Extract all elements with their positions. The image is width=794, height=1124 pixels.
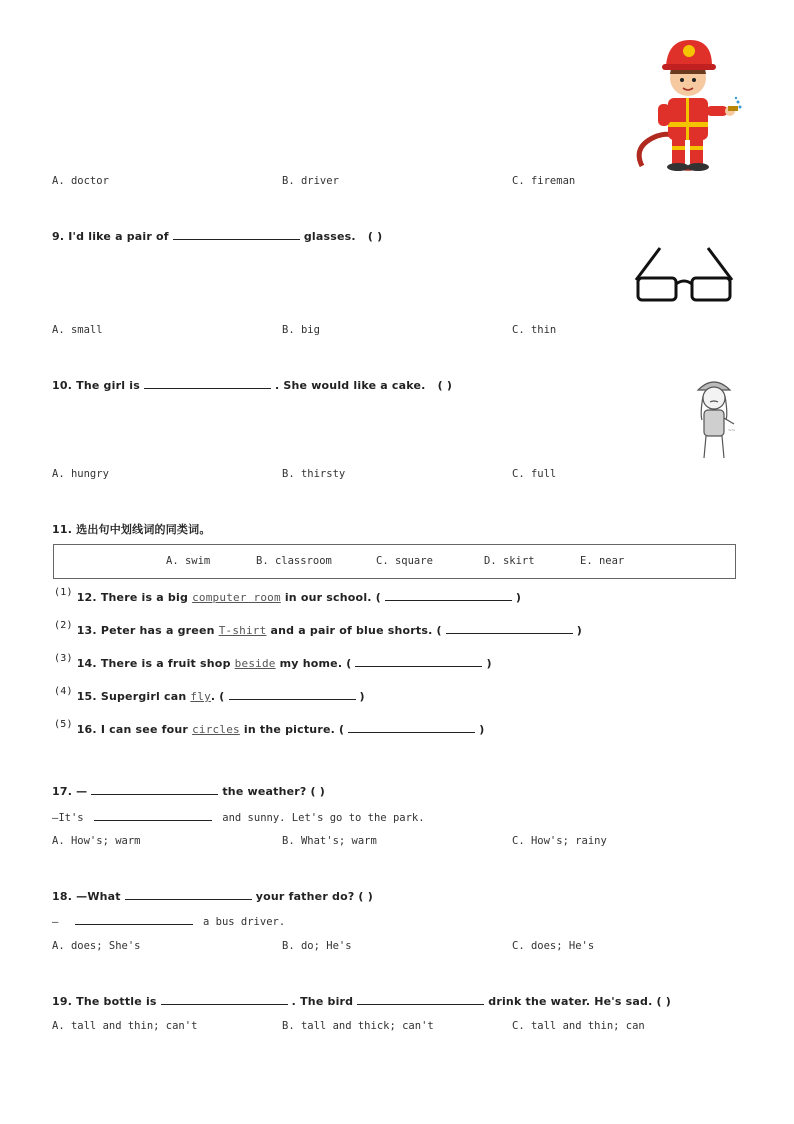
q18-line-2-before: — bbox=[52, 916, 59, 928]
q17-line-1-after: the weather? ( ) bbox=[222, 785, 326, 798]
q11-item-text-after: and a pair of blue shorts. ( bbox=[270, 624, 442, 637]
q9-text-before: I'd like a pair of bbox=[68, 230, 169, 243]
q11-item-1 bbox=[54, 584, 522, 604]
q9-option-c[interactable]: C. thin bbox=[512, 324, 557, 336]
q11-choice-c[interactable]: C. square bbox=[376, 555, 433, 567]
q11-choice-a[interactable]: A. swim bbox=[166, 555, 211, 567]
q11-item-underlined-word: computer room bbox=[192, 591, 281, 604]
q11-item-index: (5) bbox=[54, 719, 73, 730]
q11-item-underlined-word: circles bbox=[192, 723, 240, 736]
q18-option-c[interactable]: C. does; He's bbox=[512, 940, 595, 952]
q9-blank[interactable] bbox=[173, 229, 300, 240]
q17-line-2 bbox=[52, 810, 425, 824]
q18-option-a[interactable]: A. does; She's bbox=[52, 940, 141, 952]
q10-text-after: . She would like a cake. bbox=[274, 379, 426, 392]
q18-line-2 bbox=[52, 914, 285, 928]
q11-item-index: (3) bbox=[54, 653, 73, 664]
q17-option-b[interactable]: B. What's; warm bbox=[282, 835, 377, 847]
q11-item-underlined-word: fly bbox=[190, 690, 211, 703]
q18-line-1 bbox=[52, 889, 373, 903]
q11-title: 11. 选出句中划线词的同类词。 bbox=[52, 523, 211, 536]
q10-option-c[interactable]: C. full bbox=[512, 468, 557, 480]
q8-option-c[interactable]: C. fireman bbox=[512, 175, 576, 187]
q18-blank-2[interactable] bbox=[75, 914, 193, 925]
q17-blank-1[interactable] bbox=[91, 784, 218, 795]
q17-line-2-after: and sunny. Let's go to the park. bbox=[222, 812, 425, 824]
q11-item-text-before: 12. There is a big bbox=[76, 591, 189, 604]
q10-text-before: The girl is bbox=[76, 379, 140, 392]
q10-blank[interactable] bbox=[144, 378, 271, 389]
q11-item-5 bbox=[54, 716, 485, 736]
q11-item-blank[interactable] bbox=[229, 689, 356, 700]
q8-option-b[interactable]: B. driver bbox=[282, 175, 339, 187]
q11-item-text-after: in the picture. ( bbox=[243, 723, 345, 736]
q18-option-b[interactable]: B. do; He's bbox=[282, 940, 352, 952]
q19-option-b[interactable]: B. tall and thick; can't bbox=[282, 1020, 434, 1032]
q11-item-text-before: 15. Supergirl can bbox=[76, 690, 187, 703]
q11-item-4 bbox=[54, 683, 365, 703]
q11-item-blank[interactable] bbox=[355, 656, 482, 667]
q11-item-close: ) bbox=[576, 624, 582, 637]
q11-item-text-before: 16. I can see four bbox=[76, 723, 189, 736]
q9-text-after: glasses. bbox=[303, 230, 356, 243]
q19-text-after: drink the water. He's sad. ( ) bbox=[488, 995, 671, 1008]
q17-blank-2[interactable] bbox=[94, 810, 212, 821]
q11-choice-b[interactable]: B. classroom bbox=[256, 555, 332, 567]
q11-item-index: (4) bbox=[54, 686, 73, 697]
q11-item-index: (1) bbox=[54, 587, 73, 598]
q18-line-1-before: 18. —What bbox=[52, 890, 121, 903]
q10-paren[interactable]: ( ) bbox=[437, 379, 453, 392]
q11-item-2 bbox=[54, 617, 582, 637]
q10-number: 10. bbox=[52, 379, 73, 392]
q17-line-1 bbox=[52, 784, 325, 798]
q11-item-text-after: in our school. ( bbox=[284, 591, 381, 604]
q19-stem bbox=[52, 994, 671, 1008]
q19-option-c[interactable]: C. tall and thin; can bbox=[512, 1020, 645, 1032]
q11-item-index: (2) bbox=[54, 620, 73, 631]
q8-option-a[interactable]: A. doctor bbox=[52, 175, 109, 187]
q10-stem bbox=[52, 378, 452, 392]
q9-number: 9. bbox=[52, 230, 65, 243]
q11-item-underlined-word: beside bbox=[234, 657, 276, 670]
q11-item-underlined-word: T-shirt bbox=[218, 624, 267, 637]
q11-choice-box bbox=[53, 544, 736, 579]
q19-blank-2[interactable] bbox=[357, 994, 484, 1005]
glasses-image bbox=[632, 244, 736, 306]
q18-blank-1[interactable] bbox=[125, 889, 252, 900]
q17-option-c[interactable]: C. How's; rainy bbox=[512, 835, 607, 847]
q9-option-b[interactable]: B. big bbox=[282, 324, 320, 336]
q11-choice-d[interactable]: D. skirt bbox=[484, 555, 535, 567]
q10-option-a[interactable]: A. hungry bbox=[52, 468, 109, 480]
q19-option-a[interactable]: A. tall and thin; can't bbox=[52, 1020, 198, 1032]
q19-blank-1[interactable] bbox=[161, 994, 288, 1005]
q10-option-b[interactable]: B. thirsty bbox=[282, 468, 346, 480]
q11-item-text-before: 14. There is a fruit shop bbox=[76, 657, 231, 670]
q19-text-middle: . The bird bbox=[291, 995, 354, 1008]
q9-stem bbox=[52, 229, 382, 243]
q11-item-blank[interactable] bbox=[446, 623, 573, 634]
q9-option-a[interactable]: A. small bbox=[52, 324, 103, 336]
q11-choice-e[interactable]: E. near bbox=[580, 555, 625, 567]
q11-item-blank[interactable] bbox=[348, 722, 475, 733]
q19-text-before: 19. The bottle is bbox=[52, 995, 157, 1008]
q17-line-1-before: 17. — bbox=[52, 785, 88, 798]
q17-line-2-before: —It's bbox=[52, 812, 84, 824]
fireman-image bbox=[632, 36, 742, 172]
q11-item-close: ) bbox=[359, 690, 365, 703]
q18-line-2-after: a bus driver. bbox=[202, 916, 286, 928]
q9-paren[interactable]: ( ) bbox=[367, 230, 383, 243]
svg-text:~~: ~~ bbox=[728, 427, 736, 434]
q11-item-close: ) bbox=[515, 591, 522, 604]
q11-item-close: ) bbox=[486, 657, 492, 670]
girl-image bbox=[690, 374, 740, 464]
q11-item-text-before: 13. Peter has a green bbox=[76, 624, 215, 637]
q17-option-a[interactable]: A. How's; warm bbox=[52, 835, 141, 847]
q18-line-1-after: your father do? ( ) bbox=[255, 890, 373, 903]
q11-item-3 bbox=[54, 650, 492, 670]
q11-item-text-after: my home. ( bbox=[279, 657, 352, 670]
q11-item-close: ) bbox=[479, 723, 485, 736]
q11-item-text-after: . ( bbox=[210, 690, 225, 703]
q11-item-blank[interactable] bbox=[385, 590, 512, 601]
